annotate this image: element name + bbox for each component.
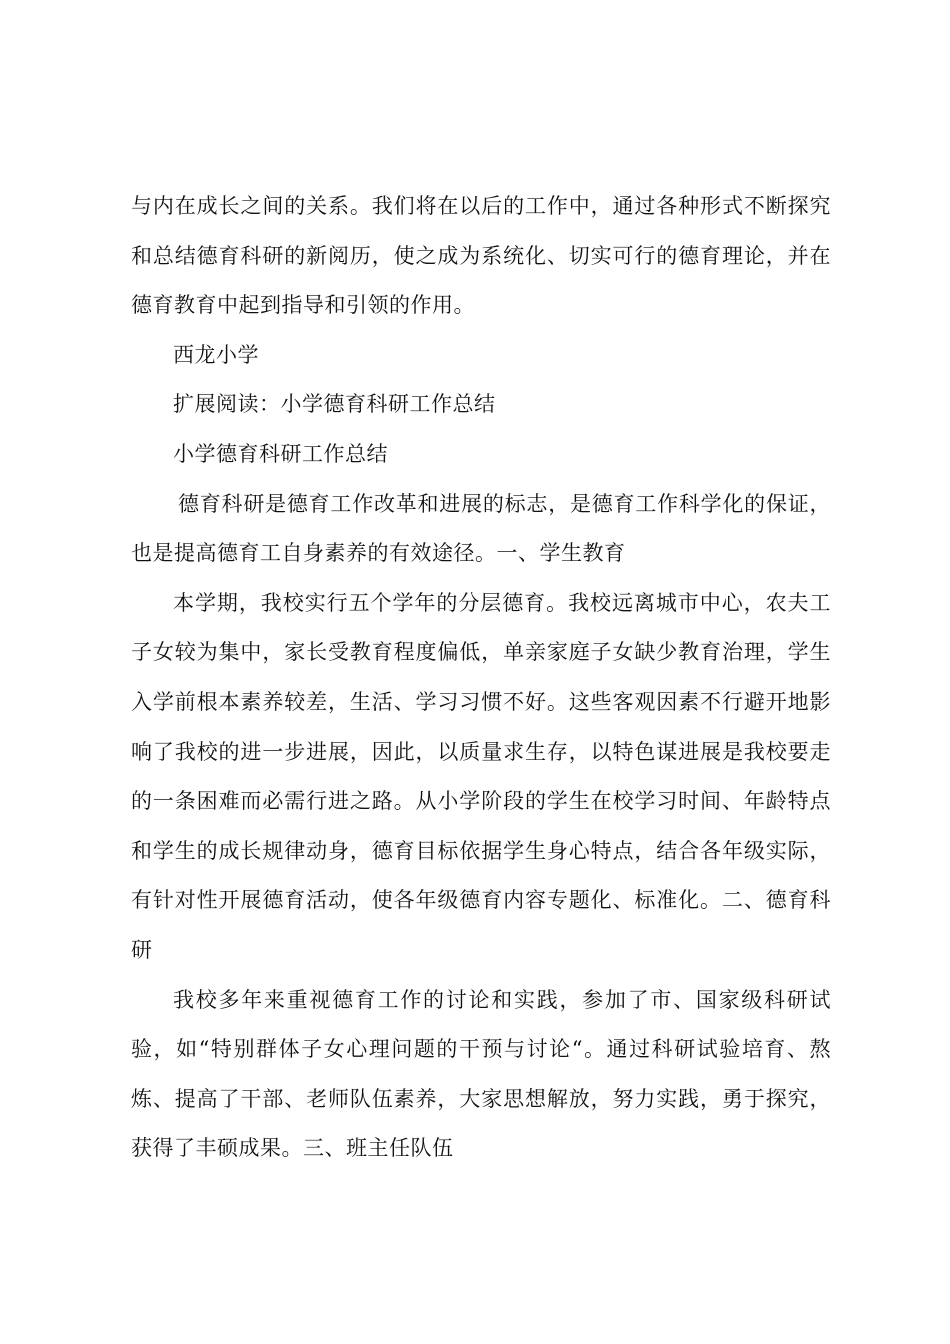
- paragraph-continuation: 与内在成长之间的关系。我们将在以后的工作中，通过各种形式不断探究和总结德育科研的新阅历，使之成为系统化、切实可行的德育理论，并在德育教育中起到指导和引领的作用。: [131, 194, 831, 318]
- paragraph-intro: 德育科研是德育工作改革和进展的标志，是德育工作科学化的保证，也是提高德育工自身素养的有效途径。一、学生教育: [131, 491, 831, 566]
- extended-reading-heading: 扩展阅读：小学德育科研工作总结: [173, 392, 496, 417]
- article-title: 小学德育科研工作总结: [173, 441, 388, 466]
- paragraph-moral-research: 我校多年来重视德育工作的讨论和实践，参加了市、国家级科研试验，如“特别群体子女心理问题的干预与讨论“。通过科研试验培育、熬炼、提高了干部、老师队伍素养，大家思想解放，努力实践，勇于探究，获得了丰硕成果。三、班主任队伍: [131, 987, 831, 1161]
- school-name: 西龙小学: [173, 342, 259, 367]
- paragraph-student-education: 本学期，我校实行五个学年的分层德育。我校远离城市中心，农夫工子女较为集中，家长受教育程度偏低，单亲家庭子女缺少教育治理，学生入学前根本素养较差，生活、学习习惯不好。这些客观因素不行避开地影响了我校的进一步进展，因此，以质量求生存，以特色谋进展是我校要走的一条困难而必需行进之路。从小学阶段的学生在校学习时间、年龄特点和学生的成长规律动身，德育目标依据学生身心特点，结合各年级实际，有针对性开展德育活动，使各年级德育内容专题化、标准化。二、德育科研: [131, 590, 831, 962]
- document-body: [131, 182, 831, 1174]
